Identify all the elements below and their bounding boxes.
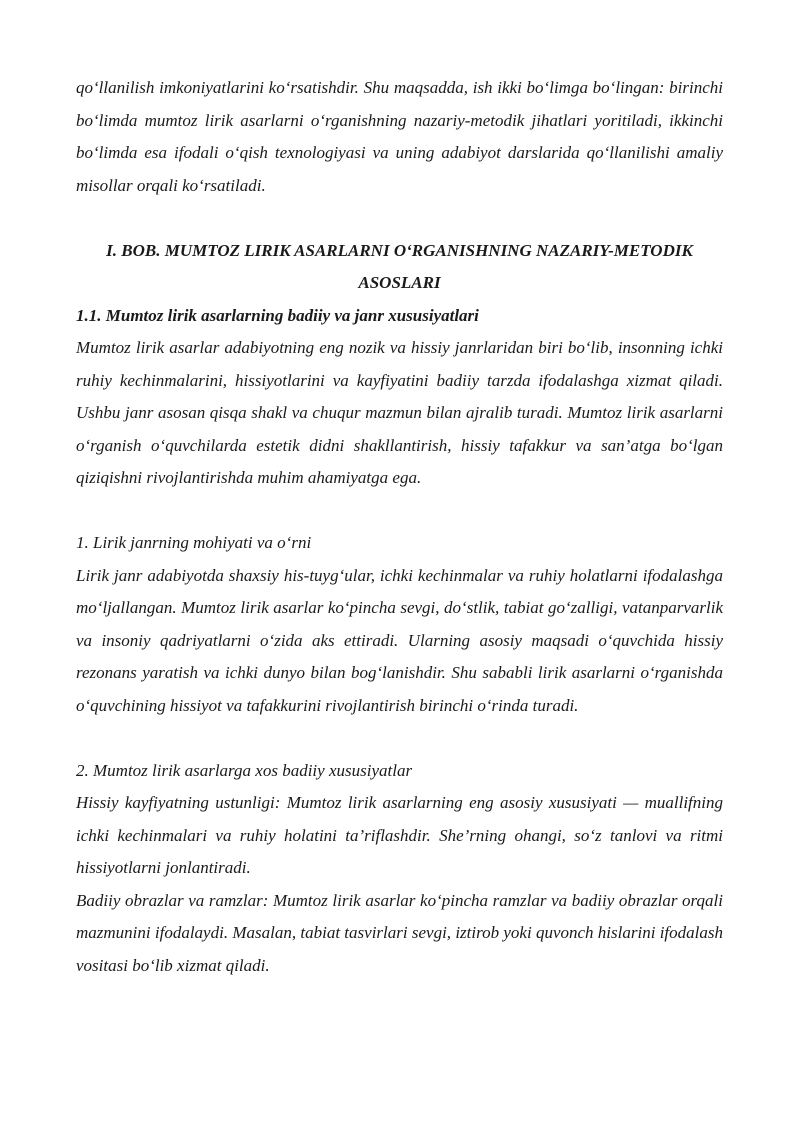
spacer: [76, 202, 723, 235]
subsection-1-paragraph: Lirik janr adabiyotda shaxsiy his-tuyg‘ular, ichki kechinmalar va ruhiy holatlarni ifodalashga mo‘ljallangan. Mumtoz lirik asarlar ko‘pincha sevgi, do‘stlik, tabiat go‘zalligi, vatanparvarlik va insoniy qadriyatlarni o‘zida aks ettiradi. Ularning asosiy maqsadi o‘quvchida hissiy rezonans yaratish va ichki dunyo bilan bog‘lanishdir. Shu sababli lirik asarlarni o‘rganishda o‘quvchining hissiyot va tafakkurini rivojlantirish birinchi o‘rinda turadi.: [76, 565, 723, 715]
subsection-2-paragraph-2: Badiiy obrazlar va ramzlar: Mumtoz lirik asarlar ko‘pincha ramzlar va badiiy obrazlar orqali mazmunini ifodalaydi. Masalan, tabiat tasvirlari sevgi, iztirob yoki quvonch hislarini ifodalash vositasi bo‘lib xizmat qiladi.: [76, 890, 723, 975]
subsection-1-title: 1. Lirik janrning mohiyati va o‘rni: [76, 533, 312, 552]
subsection-2-title: 2. Mumtoz lirik asarlarga xos badiiy xususiyatlar: [76, 760, 413, 780]
spacer: [76, 495, 723, 528]
document-body: [76, 72, 723, 982]
chapter-title: I. BOB. MUMTOZ LIRIK ASARLARNI O‘RGANISHNING NAZARIY-METODIK ASOSLARI: [106, 240, 693, 292]
section-paragraph: Mumtoz lirik asarlar adabiyotning eng nozik va hissiy janrlaridan biri bo‘lib, insonning ichki ruhiy kechinmalarini, hissiyotlarini va kayfiyatini badiiy tarzda ifodalashga xizmat qiladi. Ushbu janr asosan qisqa shakl va chuqur mazmun bilan ajralib turadi. Mumtoz lirik asarlarni o‘rganish o‘quvchilarda estetik didni shakllantirish, hissiy tafakkur va san’atga bo‘lgan qiziqishni rivojlantirishda muhim ahamiyatga ega.: [76, 338, 723, 487]
section-title: 1.1. Mumtoz lirik asarlarning badiiy va janr xususiyatlari: [76, 305, 479, 325]
intro-paragraph: qo‘llanilish imkoniyatlarini ko‘rsatishdir. Shu maqsadda, ish ikki bo‘limga bo‘lingan: birinchi bo‘limda mumtoz lirik asarlarni o‘rganishning nazariy-metodik jihatlari yoritiladi, ikkinchi bo‘limda esa ifodali o‘qish texnologiyasi va uning adabiyot darslarida qo‘llanilishi amaliy misollar orqali ko‘rsatiladi.: [76, 78, 723, 195]
subsection-2-paragraph-1: Hissiy kayfiyatning ustunligi: Mumtoz lirik asarlarning eng asosiy xususiyati — muallifning ichki kechinmalari va ruhiy holatini ta’riflashdir. She’rning ohangi, so‘z tanlovi va ritmi hissiyotlarni jonlantiradi.: [76, 793, 723, 877]
spacer: [76, 722, 723, 755]
